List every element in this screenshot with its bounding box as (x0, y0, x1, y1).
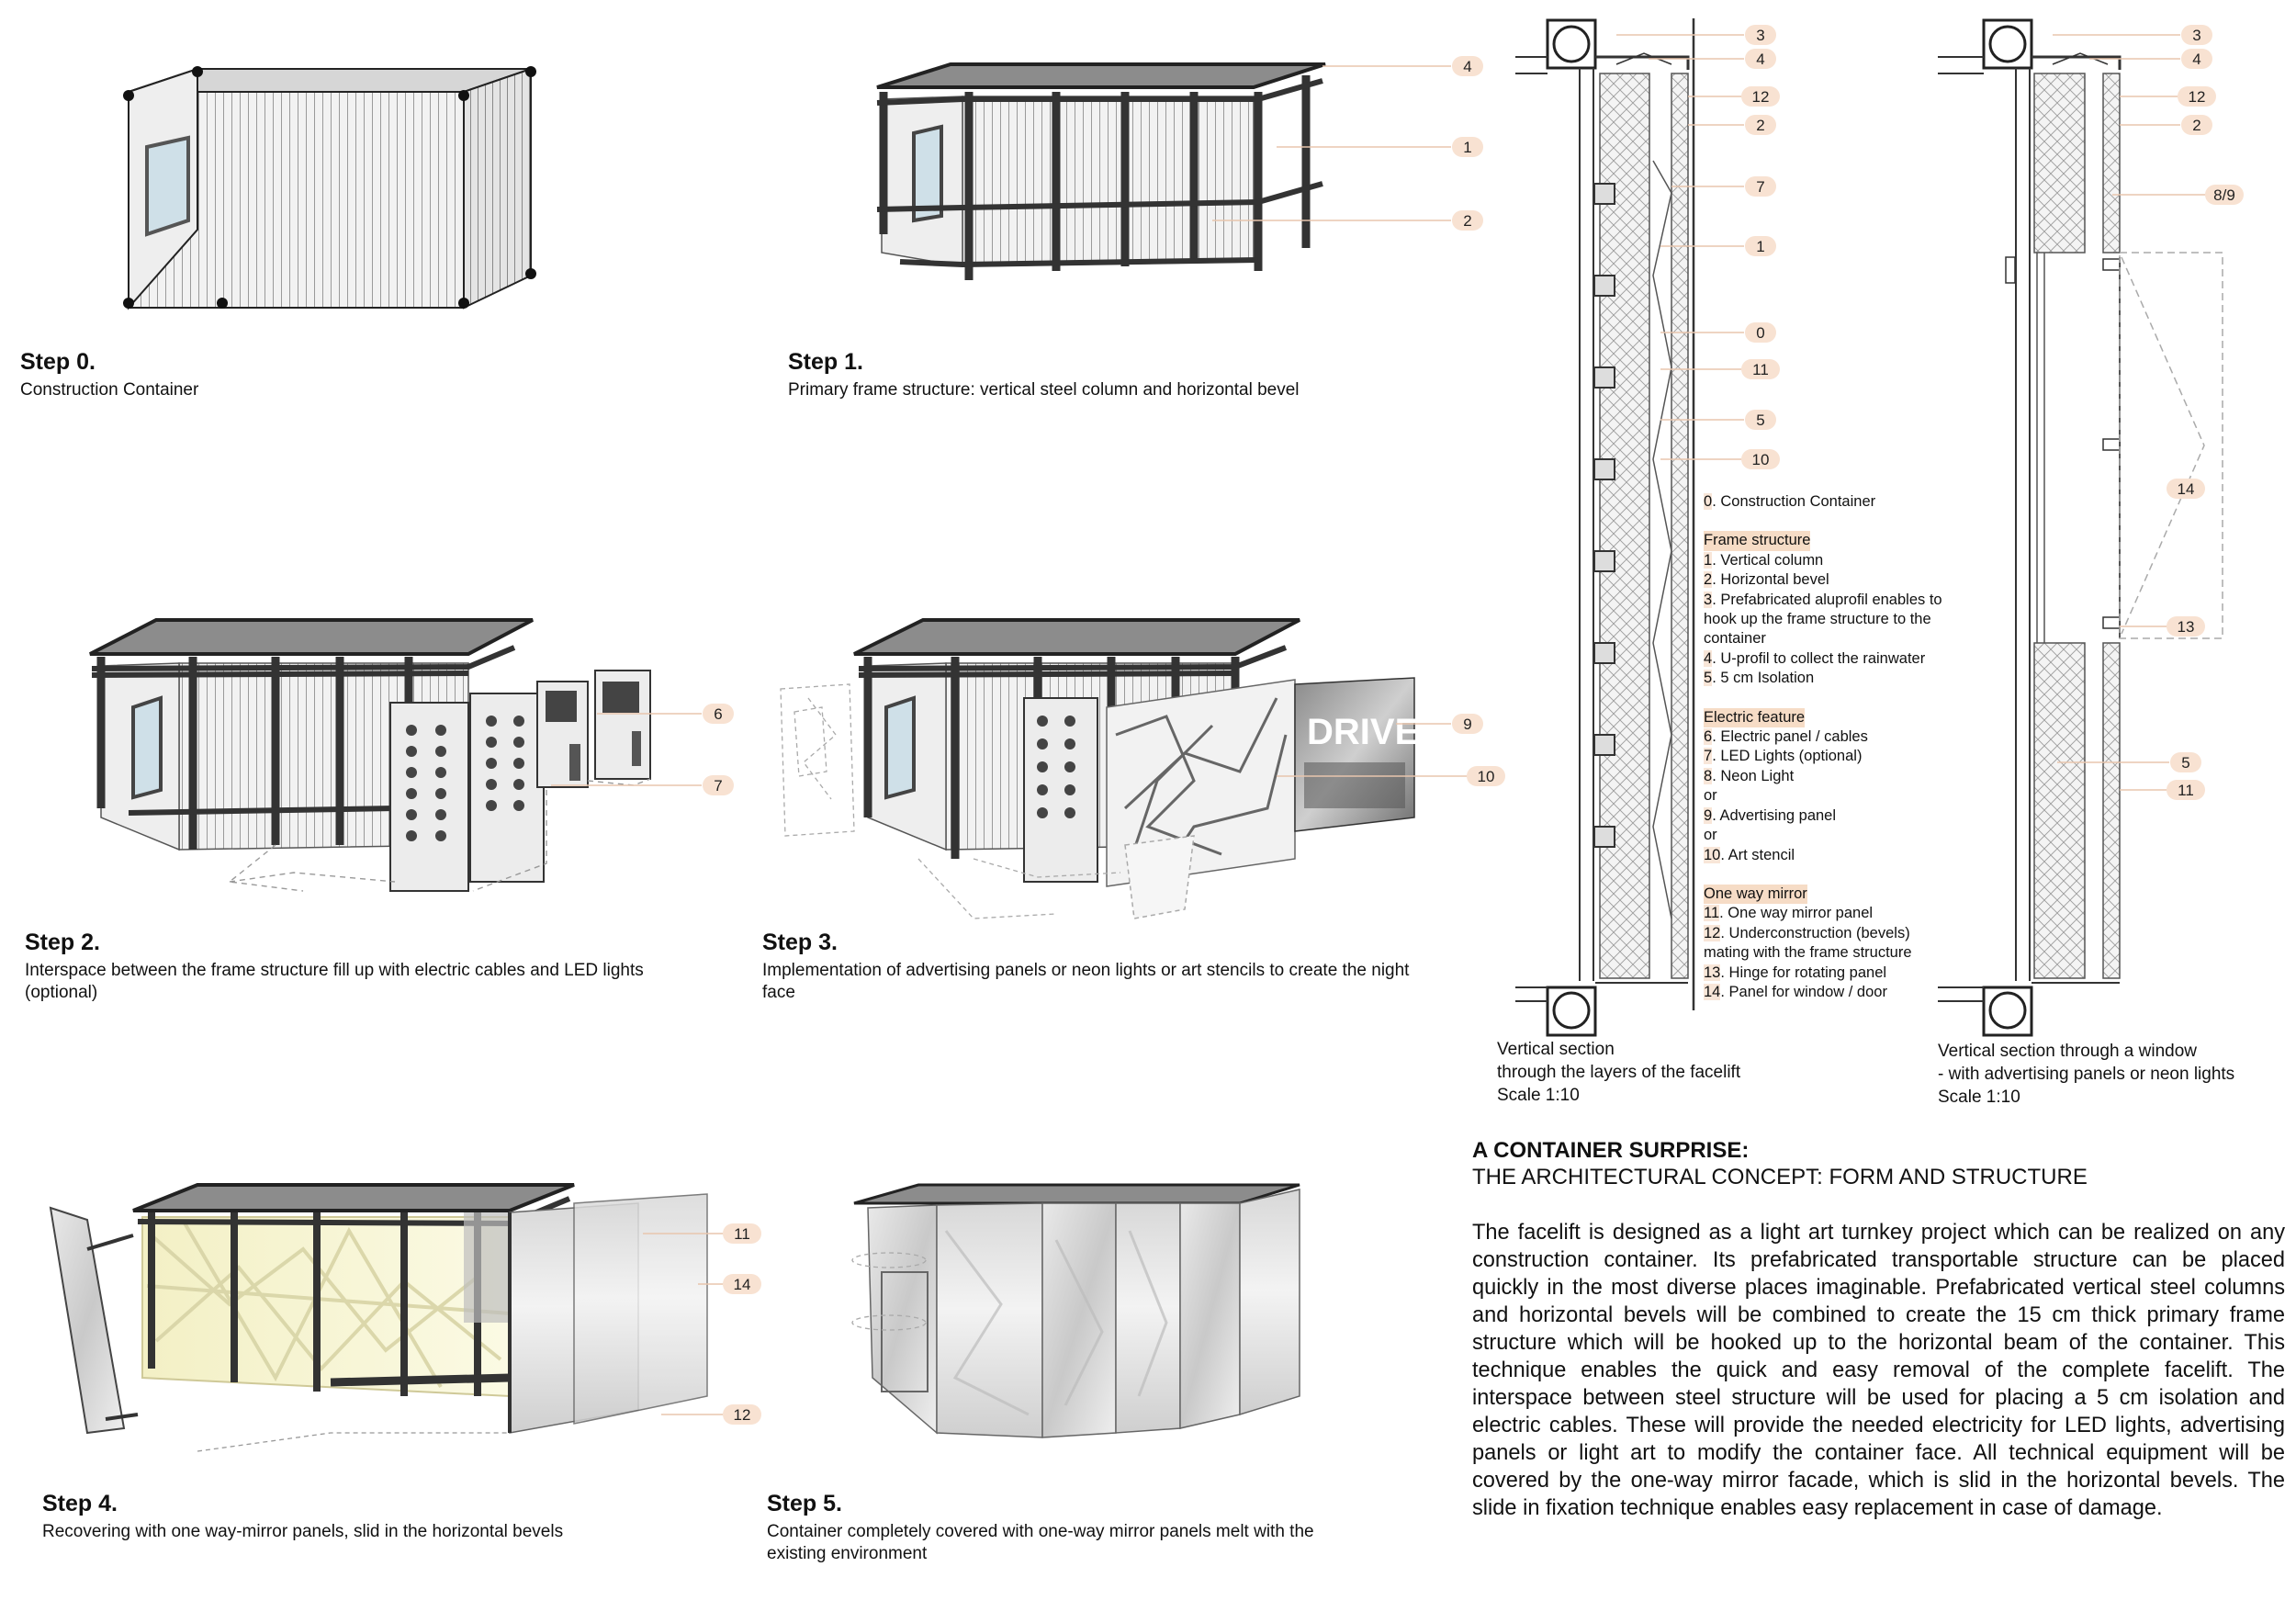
callout-number: 2 (1463, 212, 1472, 230)
legend-item-text: . U-profil to collect the rainwater (1712, 649, 1926, 667)
step-4-caption (42, 1491, 740, 1543)
callout-number: 14 (733, 1276, 751, 1293)
step-1-title: Step 1. (788, 349, 863, 375)
legend-item-text: . Panel for window / door (1720, 983, 1887, 1000)
callout-number: 4 (1463, 58, 1472, 75)
legend-item-text: . Neon Light (1712, 767, 1795, 784)
container-step1 (877, 64, 1325, 280)
legend-item-number: 7 (1704, 748, 1713, 765)
callout-number: 4 (2192, 51, 2201, 68)
legend-item (1704, 983, 1942, 1002)
legend-item-number: 2 (1704, 571, 1713, 589)
step-2-description: Interspace between the frame structure fill up with electric cables and LED lights (optional) (25, 961, 644, 1002)
legend-item (1704, 786, 1942, 806)
art-stencil (1107, 680, 1295, 919)
callout-number: 5 (2181, 754, 2190, 772)
legend-item-text: . Vertical column (1712, 551, 1824, 569)
legend-item-number: 3 (1704, 591, 1713, 608)
callout-number: 3 (2192, 27, 2201, 44)
legend-item-text: . 5 cm Isolation (1712, 670, 1815, 687)
legend-item-number: 10 (1704, 846, 1721, 863)
container-step0 (123, 66, 536, 309)
step-3-description: Implementation of advertising panels or neon lights or art stencils to create the night face (762, 961, 1410, 1002)
callout-number: 1 (1463, 139, 1472, 156)
legend-item-number: 14 (1704, 983, 1721, 1000)
callout-number: 12 (1751, 88, 1770, 106)
callout-number: 0 (1756, 324, 1765, 342)
callout-number: 4 (1756, 51, 1765, 68)
legend-item (1704, 904, 1942, 923)
step-2-title: Step 2. (25, 930, 100, 955)
legend-groups (1704, 531, 1942, 1002)
vertical-section-2 (1938, 20, 2223, 1035)
section-2-caption-line-2: - with advertising panels or neon lights (1938, 1065, 2235, 1084)
step-1-caption (788, 349, 1486, 401)
section-1-caption (1497, 1038, 1740, 1107)
electric-panels (390, 671, 650, 891)
legend-item-number: 4 (1704, 649, 1713, 667)
step-5-caption (767, 1491, 1364, 1565)
step-0-caption (20, 349, 718, 401)
legend-item-text: or (1704, 787, 1717, 805)
section-1-caption-line-2: through the layers of the facelift (1497, 1063, 1741, 1082)
section-2-caption-line-1: Vertical section through a window (1938, 1042, 2197, 1061)
legend-item-text: . One way mirror panel (1719, 905, 1874, 922)
callout-number: 1 (1756, 238, 1765, 255)
poster-headline: DRIVE (1307, 712, 1420, 752)
step-4-title: Step 4. (42, 1491, 118, 1516)
callout-number: 14 (2177, 480, 2195, 498)
step-2-caption (25, 930, 686, 1004)
callout-number: 7 (714, 777, 723, 795)
legend-intro (1704, 492, 1942, 512)
legend-item-text: . Underconstruction (bevels) mating with the frame structure (1704, 924, 1912, 962)
legend-intro-number: 0 (1704, 493, 1713, 510)
legend-item (1704, 826, 1942, 845)
legend-item (1704, 727, 1942, 747)
section-2-caption (1938, 1040, 2234, 1109)
legend-item-number: 11 (1704, 905, 1720, 922)
legend-item (1704, 551, 1942, 570)
legend-item (1704, 669, 1942, 688)
concept-body: The facelift is designed as a light art turnkey project which can be realized on any construction container. Its prefabricated transportable structure can be placed quickly in the most diverse places imaginable. Prefabricated vertical steel columns and horizontal bevels will be combined to create the 15 cm thick primary frame structure which will be hooked up to the horizontal beam of the container. This technique enables the quick and easy removal of the complete facelift. The interspace between steel structure will be used for placing a 5 cm isolation and electric cables. These will provide the needed electricity for LED lights, advertising panels or light art to modify the container face. All technical equipment will be covered by the one-way mirror facade, which is slid in the horizontal bevels. The slide in fixation technique enables easy replacement in case of damage. (1472, 1221, 2285, 1520)
legend-item (1704, 806, 1942, 826)
legend-group-title: Electric feature (1704, 708, 1805, 727)
legend-item-number: 13 (1704, 964, 1721, 981)
legend-item-text: or (1704, 827, 1717, 844)
callout-number: 10 (1477, 768, 1495, 785)
container-step5 (852, 1185, 1300, 1437)
callout-number: 8/9 (2213, 186, 2235, 204)
concept-title: A CONTAINER SURPRISE: (1472, 1138, 1750, 1163)
callout-number: 11 (1752, 361, 1769, 378)
legend-group-title: Frame structure (1704, 531, 1810, 550)
callout-number: 13 (2177, 618, 2195, 636)
legend-intro-text: . Construction Container (1712, 493, 1876, 510)
callout-number: 12 (2188, 88, 2206, 106)
legend-item-text: . LED Lights (optional) (1712, 748, 1863, 765)
legend-item-text: . Electric panel / cables (1712, 728, 1868, 746)
section-1-caption-line-3: Scale 1:10 (1497, 1086, 1580, 1105)
legend-item (1704, 767, 1942, 786)
legend-item-text: . Horizontal bevel (1712, 571, 1829, 589)
advertising-panel (1295, 678, 1419, 831)
legend-item (1704, 846, 1942, 865)
legend-item-text: . Art stencil (1720, 846, 1795, 863)
step-5-description: Container completely covered with one-way mirror panels melt with the existing environment (767, 1522, 1314, 1563)
legend-group-title: One way mirror (1704, 885, 1807, 904)
callout-number: 2 (2192, 117, 2201, 134)
legend-item-number: 12 (1704, 924, 1721, 941)
step-0-description: Construction Container (20, 380, 199, 400)
callout-number: 12 (733, 1406, 751, 1424)
container-step4 (51, 1185, 707, 1451)
step-3-caption (762, 930, 1442, 1004)
concept-block (1472, 1137, 2285, 1522)
callout-number: 3 (1756, 27, 1765, 44)
concept-subtitle: THE ARCHITECTURAL CONCEPT: FORM AND STRUCTURE (1472, 1165, 2088, 1189)
callout-number: 5 (1756, 411, 1765, 429)
step-4-description: Recovering with one way-mirror panels, slid in the horizontal bevels (42, 1522, 564, 1541)
callout-number: 2 (1756, 117, 1765, 134)
legend-item-text: . Advertising panel (1712, 806, 1837, 824)
callout-number: 11 (734, 1225, 750, 1243)
callout-number: 9 (1463, 716, 1472, 733)
legend-item-number: 6 (1704, 728, 1713, 746)
step-0-title: Step 0. (20, 349, 96, 375)
section-1-caption-line-1: Vertical section (1497, 1040, 1615, 1059)
callout-number: 11 (2178, 782, 2194, 799)
legend-item-number: 5 (1704, 670, 1713, 687)
step-3-title: Step 3. (762, 930, 838, 955)
legend-item (1704, 747, 1942, 766)
callout-number: 10 (1751, 451, 1770, 468)
legend-item (1704, 649, 1942, 669)
legend-item (1704, 964, 1942, 983)
legend-item (1704, 591, 1942, 649)
section-2-caption-line-3: Scale 1:10 (1938, 1088, 2020, 1107)
legend-item-number: 8 (1704, 767, 1713, 784)
step-1-description: Primary frame structure: vertical steel column and horizontal bevel (788, 380, 1300, 400)
container-step2 (90, 620, 650, 891)
legend-item-number: 1 (1704, 551, 1713, 569)
legend-item-number: 9 (1704, 806, 1713, 824)
legend-item (1704, 570, 1942, 590)
step-5-title: Step 5. (767, 1491, 842, 1516)
legend-item-text: . Prefabricated aluprofil enables to hook up the frame structure to the container (1704, 591, 1942, 648)
container-step3 (781, 620, 1419, 919)
callout-number: 6 (714, 705, 723, 723)
vertical-section-1 (1515, 18, 1694, 1035)
legend-item (1704, 924, 1942, 964)
callout-number: 7 (1756, 178, 1765, 196)
legend (1704, 492, 1942, 1002)
legend-item-text: . Hinge for rotating panel (1720, 964, 1887, 981)
